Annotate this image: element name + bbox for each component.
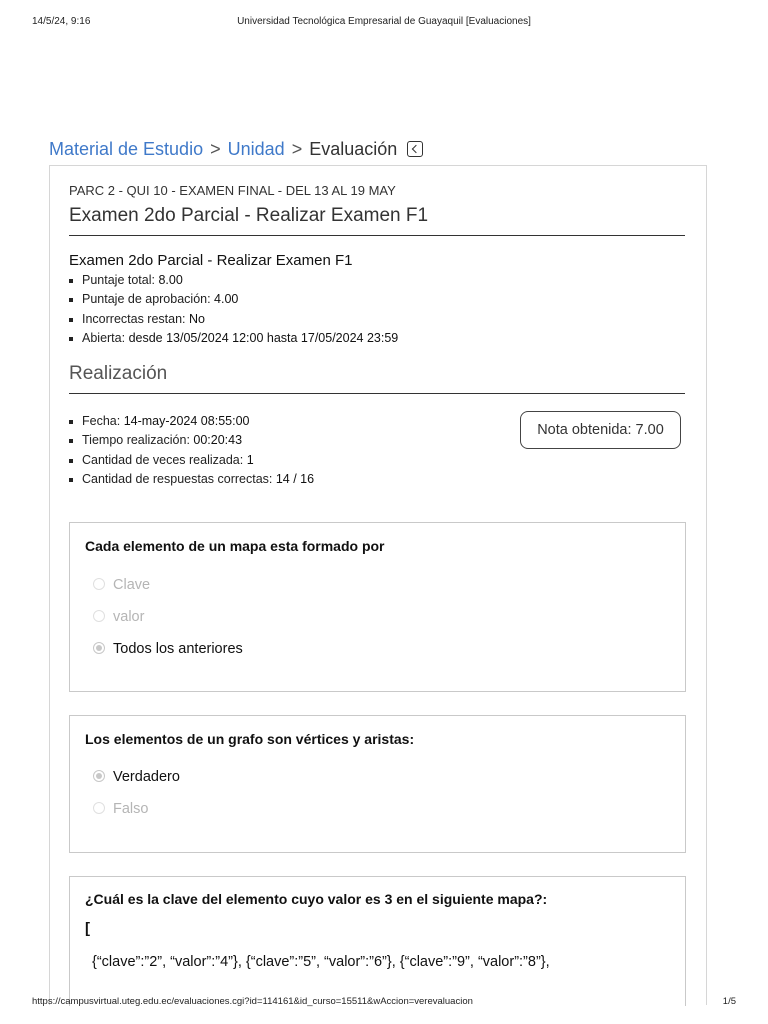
info-label: Fecha: xyxy=(82,414,124,428)
breadcrumb-separator: > xyxy=(291,139,303,159)
radio-button[interactable] xyxy=(93,802,105,814)
info-label: Cantidad de respuestas correctas: xyxy=(82,471,276,486)
question-text: Cada elemento de un mapa esta formado por xyxy=(85,538,385,554)
answer-option-selected[interactable] xyxy=(93,769,180,785)
list-item xyxy=(69,329,398,348)
info-label: Puntaje de aprobación: xyxy=(82,292,215,307)
list-item xyxy=(69,451,314,470)
map-code-open: [ xyxy=(85,920,90,937)
info-value: 8.00 xyxy=(158,273,183,287)
radio-button[interactable] xyxy=(93,578,105,590)
exam-info-title: Examen 2do Parcial - Realizar Examen F1 xyxy=(69,252,353,269)
breadcrumb-unidad-link[interactable]: Unidad xyxy=(227,139,285,159)
info-label: Abierta: xyxy=(82,330,129,345)
option-label: Todos los anteriores xyxy=(113,641,243,657)
exam-info-list xyxy=(69,271,398,348)
question-card xyxy=(69,876,686,1006)
info-label: Cantidad de veces realizada: xyxy=(82,452,247,467)
radio-button-checked[interactable] xyxy=(93,770,105,782)
list-item xyxy=(69,310,398,329)
option-label: Falso xyxy=(113,801,149,817)
info-label: Puntaje total: xyxy=(82,273,159,287)
exam-subtitle: PARC 2 - QUI 10 - EXAMEN FINAL - DEL 13 AL 19 MAY xyxy=(69,183,396,198)
info-value: No xyxy=(189,311,205,326)
breadcrumb-current: Evaluación xyxy=(309,139,398,159)
info-value: 4.00 xyxy=(214,292,239,307)
print-date: 14/5/24, 9:16 xyxy=(32,16,91,27)
breadcrumb-material-link[interactable]: Material de Estudio xyxy=(49,139,204,159)
option-label: valor xyxy=(113,609,145,625)
list-item xyxy=(69,431,314,450)
answer-option[interactable] xyxy=(93,801,148,817)
question-card xyxy=(69,522,686,692)
option-label: Clave xyxy=(113,577,151,593)
realizacion-list xyxy=(69,412,314,489)
print-title: Universidad Tecnológica Empresarial de Guayaquil [Evaluaciones] xyxy=(237,16,531,27)
print-footer xyxy=(32,996,736,1008)
radio-button[interactable] xyxy=(93,610,105,622)
list-item xyxy=(69,271,398,290)
info-label: Incorrectas restan: xyxy=(82,311,189,326)
list-item xyxy=(69,290,398,309)
info-value: 1 xyxy=(246,452,254,467)
back-arrow-icon[interactable] xyxy=(407,141,423,157)
question-card xyxy=(69,715,686,853)
info-value: 14-may-2024 08:55:00 xyxy=(123,414,250,428)
info-value: 14 / 16 xyxy=(275,471,315,486)
radio-button-checked[interactable] xyxy=(93,642,105,654)
answer-option-selected[interactable] xyxy=(93,641,243,657)
grade-badge: Nota obtenida: 7.00 xyxy=(520,411,681,449)
info-value: desde 13/05/2024 12:00 hasta 17/05/2024 23:59 xyxy=(128,330,399,345)
section-divider xyxy=(69,393,685,394)
breadcrumb-separator: > xyxy=(210,139,221,159)
page-number: 1/5 xyxy=(722,996,736,1007)
print-url: https://campusvirtual.uteg.edu.ec/evaluaciones.cgi?id=114161&id_curso=15511&wAccion=verevaluacion xyxy=(32,996,473,1007)
realizacion-title: Realización xyxy=(69,363,168,384)
title-divider xyxy=(69,235,685,236)
option-label: Verdadero xyxy=(113,769,180,785)
info-value: 00:20:43 xyxy=(193,433,243,448)
answer-option[interactable] xyxy=(93,577,150,593)
list-item xyxy=(69,470,314,489)
answer-option[interactable] xyxy=(93,609,144,625)
breadcrumb xyxy=(49,139,423,160)
map-code-line: {“clave”:”2”, “valor”:”4”}, {“clave”:”5”, “valor”:”6”}, {“clave”:”9”, “valor”:”8”}, xyxy=(92,954,550,970)
question-text: ¿Cuál es la clave del elemento cuyo valor es 3 en el siguiente mapa?: xyxy=(85,891,548,907)
list-item xyxy=(69,412,314,431)
question-text: Los elementos de un grafo son vértices y aristas: xyxy=(85,731,415,747)
info-label: Tiempo realización: xyxy=(82,433,194,448)
print-header xyxy=(32,16,736,30)
exam-title: Examen 2do Parcial - Realizar Examen F1 xyxy=(69,205,429,226)
